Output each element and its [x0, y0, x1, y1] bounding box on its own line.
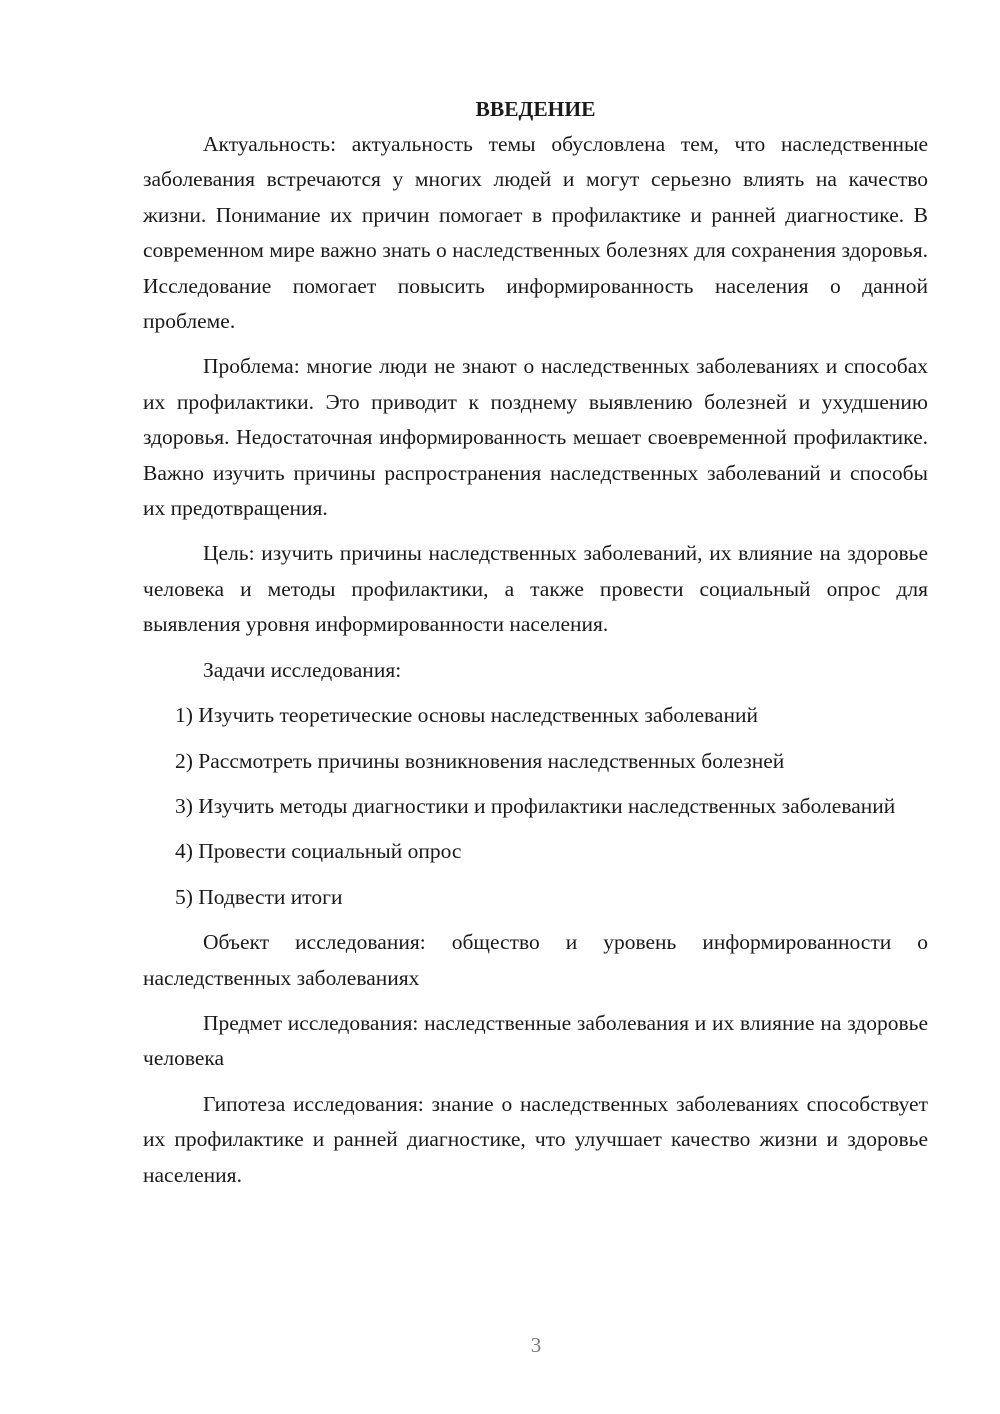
- paragraph-goal: Цель: изучить причины наследственных заболеваний, их влияние на здоровье человека и методы профилактики, а также провести социальный опрос для выявления уровня информированности населения.: [143, 541, 928, 637]
- task-item-5: 5) Подвести итоги: [175, 884, 343, 909]
- paragraph-gap: [143, 339, 928, 349]
- paragraph-gap: [143, 526, 928, 536]
- page-number: 3: [530, 1333, 542, 1357]
- paragraph-object: Объект исследования: общество и уровень информированности о наследственных заболеваниях: [143, 930, 928, 990]
- paragraph-gap: [143, 643, 928, 653]
- task-item-4: 4) Провести социальный опрос: [175, 839, 462, 864]
- tasks-heading: Задачи исследования:: [203, 657, 402, 682]
- page-title: ВВЕДЕНИЕ: [475, 97, 596, 121]
- paragraph-subject: Предмет исследования: наследственные заболевания и их влияние на здоровье человека: [143, 1010, 928, 1071]
- task-item-2: 2) Рассмотреть причины возникновения наследственных болезней: [175, 748, 785, 773]
- paragraph-gap: [143, 688, 928, 698]
- paragraph-problem: Проблема: многие люди не знают о наследственных заболеваниях и способах их профилактики. Это приводит к позднему выявлению болезней и ухудшению здоровья. Недостаточная информированность мешает своевременной профилактике. Важно изучить причины распространения наследственных заболеваний и способы их предотвращения.: [143, 354, 928, 521]
- paragraph-gap: [143, 870, 928, 880]
- paragraph-gap: [143, 824, 928, 834]
- document-page: [143, 92, 928, 1193]
- paragraph-gap: [143, 1077, 928, 1087]
- paragraph-hypothesis: Гипотеза исследования: знание о наследственных заболеваниях способствует их профилактике и ранней диагностике, что улучшает качество жизни и здоровье населения.: [143, 1091, 928, 1187]
- paragraph-relevance: Актуальность: актуальность темы обусловлена тем, что наследственные заболевания встречаются у многих людей и могут серьезно влиять на качество жизни. Понимание их причин помогает в профилактике и ранней диагностике. В современном мире важно знать о наследственных болезнях для сохранения здоровья. Исследование помогает повысить информированность населения о данной проблеме.: [143, 132, 928, 334]
- paragraph-gap: [143, 915, 928, 925]
- task-item-3: 3) Изучить методы диагностики и профилактики наследственных заболеваний: [175, 793, 896, 818]
- paragraph-gap: [143, 779, 928, 789]
- paragraph-gap: [143, 734, 928, 744]
- paragraph-gap: [143, 996, 928, 1006]
- task-item-1: 1) Изучить теоретические основы наследственных заболеваний: [175, 703, 758, 728]
